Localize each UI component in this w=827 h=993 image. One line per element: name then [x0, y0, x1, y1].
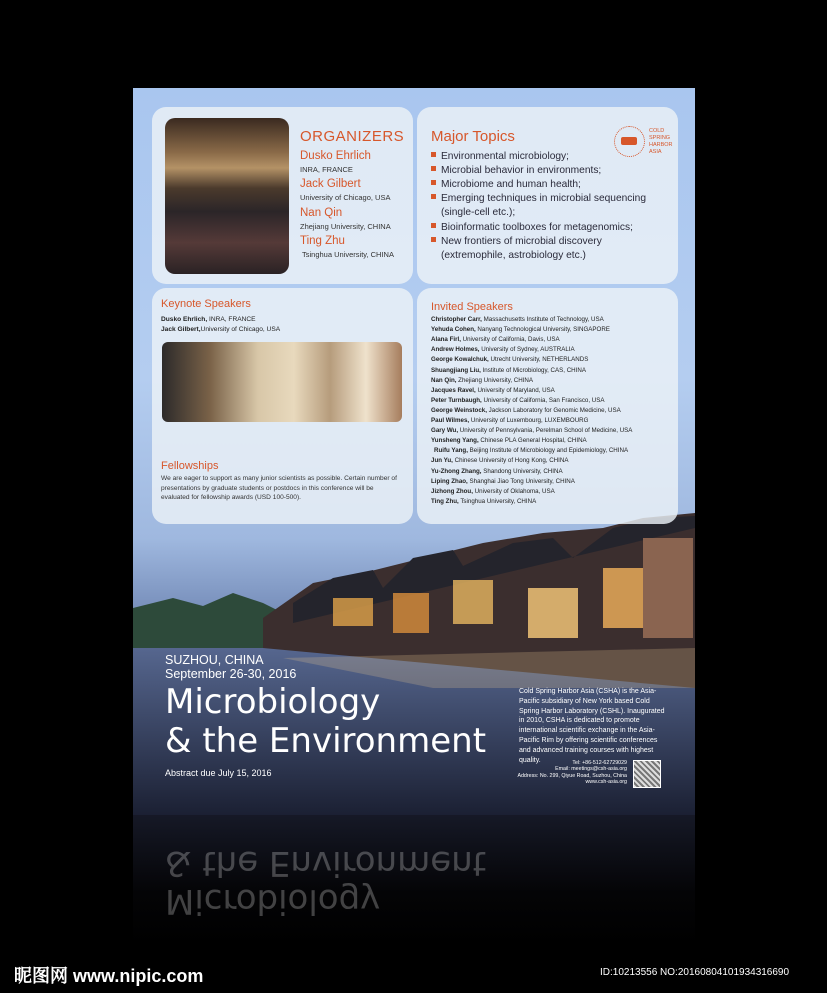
contact-address: Address: No. 299, Qiyue Road, Suzhou, China [517, 772, 627, 779]
invited-speaker: Andrew Holmes, University of Sydney, AUSTRALIA [431, 346, 575, 354]
invited-speaker: Paul Wilmes, University of Luxembourg, LUXEMBOURG [431, 417, 589, 424]
organizer-name: Dusko Ehrlich [300, 150, 371, 162]
topics-heading: Major Topics [431, 128, 515, 145]
invited-speaker: Shuangjiang Liu, Institute of Microbiology, CAS, CHINA [431, 366, 586, 374]
organizer-affiliation: INRA, FRANCE [300, 165, 353, 174]
invited-speaker: Yu-Zhong Zhang, Shandong University, CHINA [431, 467, 563, 475]
topic-item: Environmental microbiology; [431, 150, 661, 164]
fellowships-heading: Fellowships [161, 460, 219, 472]
csha-description: Cold Spring Harbor Asia (CSHA) is the Asia-Pacific subsidiary of New York based Cold Spring Harbor Laboratory (CSHL). Inaugurated in 2010, CSHA is dedicated to promote international scientific exchange in the Asia-Pacific Rim by offering scientific conferences and advanced training courses with highest quality. [519, 688, 665, 764]
qr-code-icon [633, 760, 661, 788]
organizer-affiliation: Tsinghua University, CHINA [302, 250, 394, 259]
invited-heading: Invited Speakers [431, 301, 513, 313]
invited-speaker: Nan Qin, Zhejiang University, CHINA [431, 376, 534, 384]
organizer-affiliation: Zhejiang University, CHINA [300, 222, 391, 231]
invited-speaker: Peter Turnbaugh, University of California, San Francisco, USA [431, 396, 605, 404]
reflection-title: Microbiology [165, 881, 381, 921]
contact-info [493, 760, 627, 786]
organizer-name: Jack Gilbert [300, 178, 361, 190]
invited-speaker: Alana Firl, University of California, Davis, USA [431, 336, 560, 344]
abstract-deadline: Abstract due July 15, 2016 [165, 768, 272, 778]
poster-reflection [133, 815, 695, 945]
keynote-speaker: Dusko Ehrlich, INRA, FRANCE [161, 316, 256, 323]
organizer-affiliation: University of Chicago, USA [300, 193, 391, 202]
contact-tel: Tel: +86-512-62729029 [572, 760, 627, 766]
topic-item: New frontiers of microbial discovery (extremophile, astrobiology etc.) [431, 235, 661, 263]
csh-asia-logo-text: COLD SPRING HARBOR ASIA [649, 128, 673, 155]
poster-session-photo [162, 342, 402, 422]
watermark-site: 昵图网 www.nipic.com [14, 966, 204, 986]
invited-speaker: Ruifu Yang, Beijing Institute of Microbiology and Epidemiology, CHINA [434, 447, 629, 455]
contact-web: www.csh-asia.org [585, 779, 627, 786]
invited-speaker: Jun Yu, Chinese University of Hong Kong, CHINA [431, 457, 569, 465]
invited-speaker: George Kowalchuk, Utrecht University, NETHERLANDS [431, 356, 589, 364]
invited-speaker: Ting Zhu, Tsinghua University, CHINA [431, 497, 537, 505]
fellowships-text: We are eager to support as many junior scientists as possible. Certain number of presentations by graduate students or postdocs in this conference will be evaluated for fellowship awards (USD 100-500). [161, 475, 397, 502]
topic-item: Microbial behavior in environments; [431, 164, 661, 178]
event-title-line1: Microbiology [165, 682, 381, 722]
topic-item: Bioinformatic toolboxes for metagenomics; [431, 221, 661, 235]
contact-email: Email: meetings@csh-asia.org [555, 766, 627, 773]
event-place: SUZHOU, CHINA [165, 653, 264, 667]
invited-speaker: George Weinstock, Jackson Laboratory for Genomic Medicine, USA [431, 406, 621, 414]
invited-speaker: Christopher Carr, Massachusetts Institute of Technology, USA [431, 316, 604, 323]
invited-speaker: Yehuda Cohen, Nanyang Technological University, SINGAPORE [431, 326, 610, 334]
reflection-title: & the Environment [165, 843, 487, 883]
topic-item: Microbiome and human health; [431, 178, 661, 192]
event-dates: September 26-30, 2016 [165, 667, 297, 681]
keynote-heading: Keynote Speakers [161, 298, 251, 310]
event-title-line2: & the Environment [165, 721, 487, 761]
conference-poster [133, 88, 695, 815]
watermark-id: ID:10213556 NO:20160804101934316690 [600, 967, 790, 978]
invited-speaker: Yunsheng Yang, Chinese PLA General Hospital, CHINA [431, 437, 587, 445]
organizer-name: Nan Qin [300, 207, 343, 219]
keynote-speaker: Jack Gilbert,University of Chicago, USA [161, 326, 281, 333]
invited-speaker: Liping Zhao, Shanghai Jiao Tong University, CHINA [431, 477, 575, 485]
invited-speaker: Gary Wu, University of Pennsylvania, Perelman School of Medicine, USA [431, 427, 633, 435]
invited-speaker: Jizhong Zhou, University of Oklahoma, USA [431, 487, 555, 495]
organizers-heading: ORGANIZERS [300, 128, 405, 145]
organizer-name: Ting Zhu [300, 235, 345, 247]
audience-photo [165, 118, 289, 274]
topic-item: Emerging techniques in microbial sequencing (single-cell etc.); [431, 192, 661, 220]
csh-asia-logo-icon [614, 126, 645, 157]
invited-speaker: Jacques Ravel, University of Maryland, USA [431, 386, 555, 394]
